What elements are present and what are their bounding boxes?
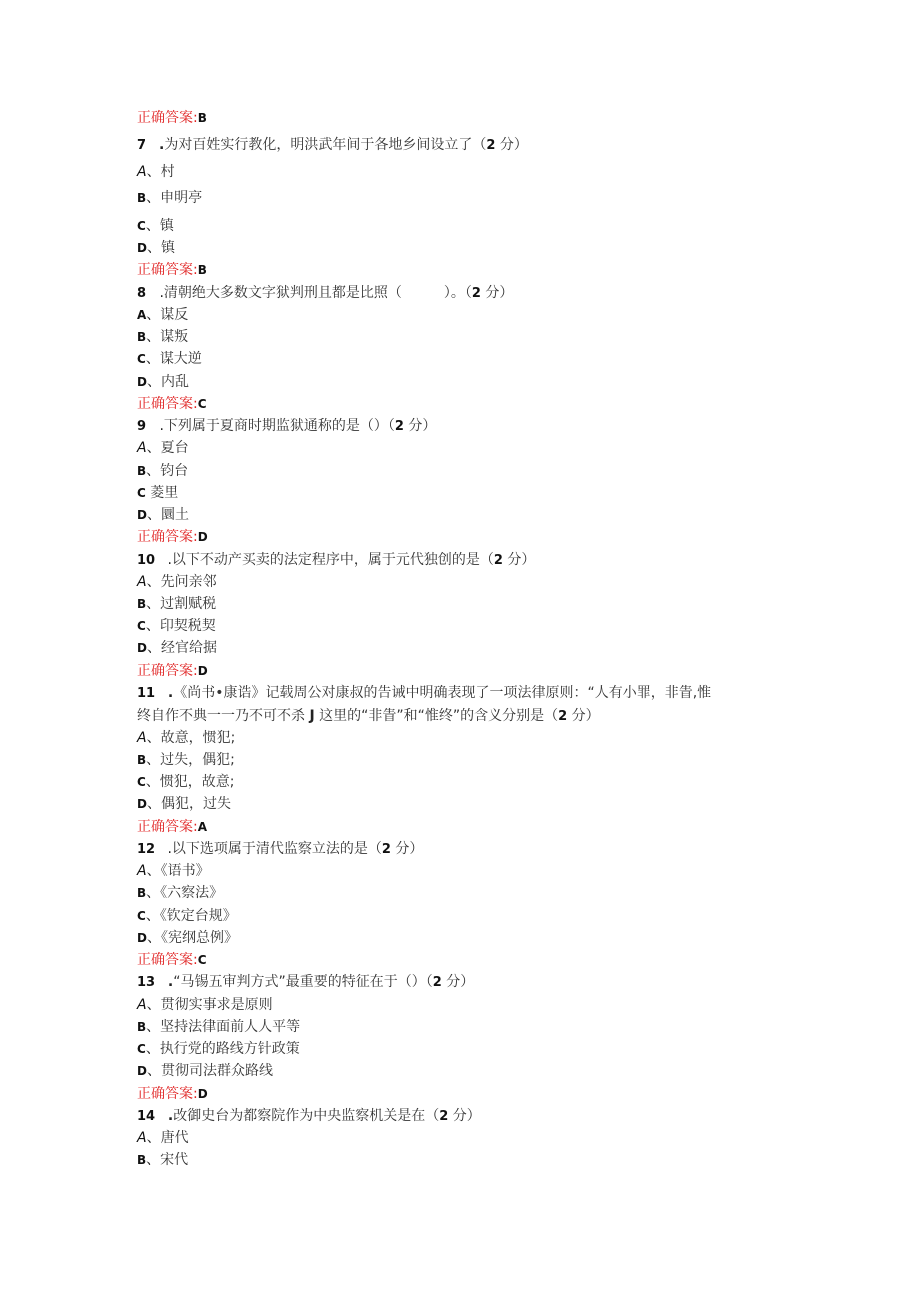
option-10a: A、先问亲邻 [137, 574, 217, 590]
correct-answer-10: 正确答案:D [137, 663, 208, 679]
option-7b: B、申明亭 [137, 190, 203, 206]
option-12b: B、《六察法》 [137, 885, 224, 901]
question-11-line2: 终自作不典一一乃不可不杀 J 这里的“非眚”和“惟终”的含义分别是（2 分） [137, 708, 600, 724]
correct-answer-8: 正确答案:C [137, 396, 207, 412]
option-13c: C、执行党的路线方针政策 [137, 1041, 300, 1057]
option-7d: D、镇 [137, 240, 175, 256]
option-9d: D、圜土 [137, 507, 189, 523]
question-11: 11 .《尚书•康诰》记载周公对康叔的告诫中明确表现了一项法律原则：“人有小罪，非眚,惟 [137, 685, 712, 701]
option-11c: C、惯犯，故意; [137, 774, 235, 790]
option-8a: A、谋反 [137, 307, 189, 323]
question-12: 12 .以下选项属于清代监察立法的是（2 分） [137, 841, 424, 857]
option-12c: C、《钦定台规》 [137, 908, 237, 924]
correct-answer-12: 正确答案:C [137, 952, 207, 968]
question-sep: . [159, 137, 165, 153]
option-14b: B、宋代 [137, 1152, 189, 1168]
option-10d: D、经官给据 [137, 640, 217, 656]
question-9: 9 .下列属于夏商时期监狱通称的是（）（2 分） [137, 418, 437, 434]
option-11b: B、过失，偶犯; [137, 752, 235, 768]
option-12d: D、《宪纲总例》 [137, 930, 238, 946]
correct-answer-11: 正确答案:A [137, 819, 208, 835]
question-score: （2 分） [472, 137, 528, 153]
option-7a: A、村 [137, 164, 175, 180]
correct-answer-prev [137, 108, 207, 128]
option-10b: B、过割赋税 [137, 596, 217, 612]
correct-answer-7: 正确答案:B [137, 262, 207, 278]
option-7c: C、镇 [137, 218, 174, 234]
answer-label: 正确答案: [137, 110, 198, 126]
option-11d: D、偶犯，过失 [137, 796, 231, 812]
option-8b: B、谋叛 [137, 329, 189, 345]
option-10c: C、印契税契 [137, 618, 216, 634]
question-14: 14 .改御史台为都察院作为中央监察机关是在（2 分） [137, 1108, 481, 1124]
correct-answer-13: 正确答案:D [137, 1086, 208, 1102]
option-13b: B、坚持法律面前人人平等 [137, 1019, 301, 1035]
option-8c: C、谋大逆 [137, 351, 202, 367]
question-text: 为对百姓实行教化，明洪武年间于各地乡间设立了 [164, 137, 473, 153]
option-9b: B、钧台 [137, 463, 189, 479]
option-8d: D、内乱 [137, 374, 189, 390]
option-13a: A、贯彻实事求是原则 [137, 997, 273, 1013]
option-9c: C 菱里 [137, 485, 179, 501]
option-12a: A、《语书》 [137, 863, 210, 879]
answer-value: B [197, 111, 207, 125]
question-7 [137, 135, 528, 156]
question-8: 8 .清朝绝大多数文字狱判刑且都是比照（ ）。（2 分） [137, 285, 514, 301]
question-number: 7 [137, 138, 147, 153]
question-13: 13 .“马锡五审判方式”最重要的特征在于（）（2 分） [137, 974, 475, 990]
option-13d: D、贯彻司法群众路线 [137, 1063, 273, 1079]
option-11a: A、故意，惯犯; [137, 730, 236, 746]
correct-answer-9: 正确答案:D [137, 529, 208, 545]
option-14a: A、唐代 [137, 1130, 189, 1146]
question-10: 10 .以下不动产买卖的法定程序中，属于元代独创的是（2 分） [137, 552, 536, 568]
option-9a: A、夏台 [137, 440, 189, 456]
